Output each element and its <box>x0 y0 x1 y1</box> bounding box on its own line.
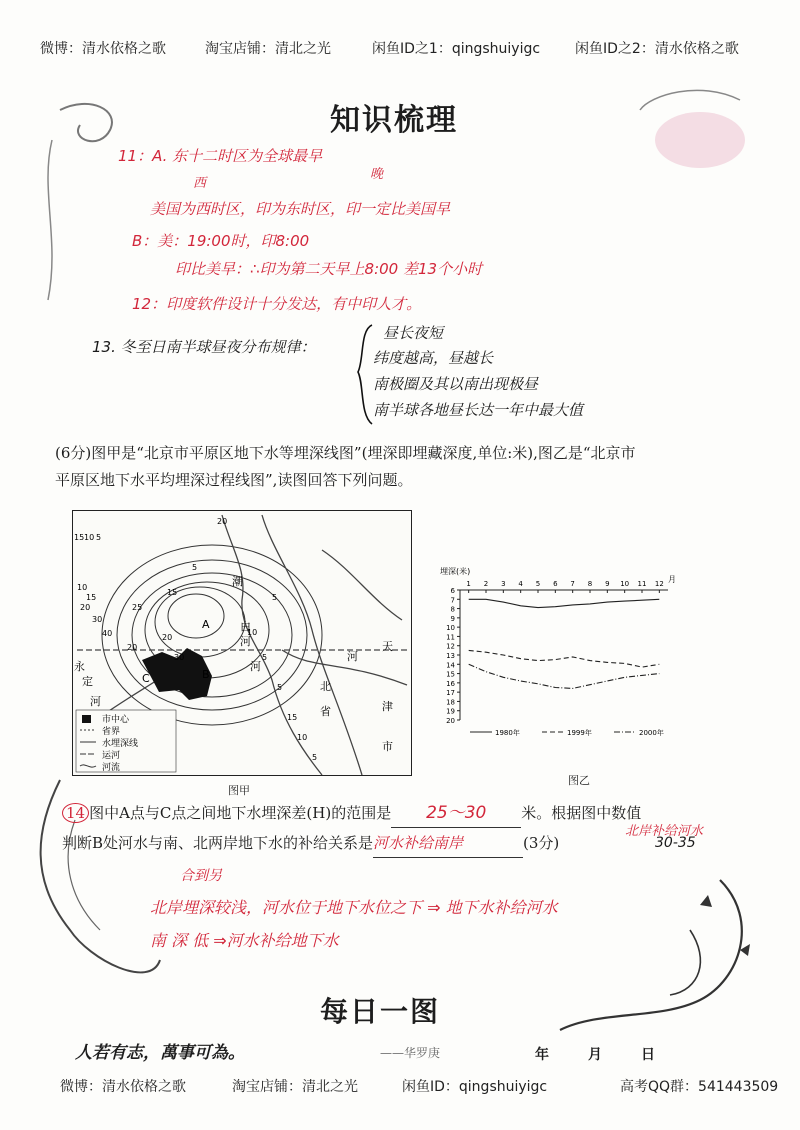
q14-score: (3分) <box>523 834 560 852</box>
chart-xlabel: 月 <box>668 575 676 584</box>
map-label-a: A <box>202 618 210 631</box>
map-label-tian: 天 <box>382 640 393 653</box>
red-note-4: 印比美早：∴印为第二天早上8:00 差13个小时 <box>175 260 483 278</box>
chart-x-tick-label: 12 <box>654 580 664 588</box>
q14-hand-extra: 北岸补给河水 <box>625 824 704 839</box>
black-note-b4: 南半球各地昼长达一年中最大值 <box>373 401 584 419</box>
chart-y-tick-label: 19 <box>446 707 455 716</box>
legend-border: 省界 <box>102 727 121 737</box>
contour-label: 15 <box>74 533 85 542</box>
chart-y-tick-label: 16 <box>446 679 455 688</box>
black-note-b3: 南极圈及其以南出现极昼 <box>373 375 539 393</box>
footer-taobao: 淘宝店铺：清北之光 <box>232 1079 358 1095</box>
red-answer-0: 合到另 <box>180 868 222 884</box>
red-answer-1: 北岸埋深较浅，河水位于地下水位之下 ⇒ 地下水补给河水 <box>150 898 558 917</box>
contour-label: 5 <box>272 593 278 602</box>
chart-y-tick-label: 17 <box>446 689 455 698</box>
chart-legend-label: 2000年 <box>639 729 664 737</box>
contour-label: 20 <box>162 633 173 642</box>
map-label-yong: 永 <box>74 660 85 673</box>
chart-x-tick-label: 4 <box>518 580 523 588</box>
chart-y-tick-label: 18 <box>446 698 455 707</box>
q14-unit-1: 米。根据图中数值 <box>521 804 642 822</box>
legend-contour: 水埋深线 <box>102 739 139 749</box>
footer-motto: 人若有志，萬事可為。 <box>75 1043 245 1063</box>
legend-river: 河流 <box>102 763 121 773</box>
footer-motto-2: ——华罗庚 <box>380 1046 441 1060</box>
chart-x-tick-label: 8 <box>587 580 593 588</box>
map-label-jin: 津 <box>382 700 393 713</box>
map-label-bei: 北 <box>320 680 331 693</box>
map-label-b: B <box>202 668 210 681</box>
chart-y-tick-label: 20 <box>446 717 455 725</box>
contour-label: 30 <box>92 615 103 624</box>
map-legend <box>76 710 176 773</box>
chart-y-tick-label: 11 <box>446 633 455 642</box>
map-label-bai: 白 <box>240 620 251 633</box>
chart-x-tick-label: 9 <box>605 580 610 588</box>
chart-caption: 图乙 <box>568 774 590 787</box>
map-label-ding: 定 <box>82 675 93 688</box>
contour-label: 10 <box>247 628 258 637</box>
chart-ylabel: 埋深(米) <box>440 567 471 576</box>
question-line-2: 平原区地下水平均埋深过程线图”,读图回答下列问题。 <box>55 471 413 489</box>
contour-label: 10 <box>77 583 88 592</box>
chart-y-tick-label: 9 <box>450 614 455 623</box>
chart-x-tick-label: 7 <box>570 580 575 588</box>
chart-series-line <box>469 599 660 607</box>
contour-label: 15 <box>86 593 97 602</box>
red-note-1c: 西 <box>193 176 207 191</box>
contour-label: 15 <box>287 713 298 722</box>
groundwater-chart <box>430 562 700 742</box>
chart-series-line <box>469 664 660 688</box>
map-label-he3: 河 <box>250 660 261 673</box>
chart-x-tick-label: 3 <box>501 580 506 588</box>
q14-number: 14 <box>62 803 89 823</box>
red-note-5: 12：印度软件设计十分发达，有中印人才。 <box>132 295 422 313</box>
question-line-1: (6分)图甲是“北京市平原区地下水等埋深线图”(埋深即埋藏深度,单位:米),图乙是“北京市 <box>55 444 636 462</box>
red-note-3: B：美：19:00时，印8:00 <box>132 232 310 250</box>
chart-x-tick-label: 6 <box>553 580 558 588</box>
q14-hand-extra-2: 30-35 <box>655 835 696 851</box>
red-answer-2: 南 深 低 ⇒河水补给地下水 <box>150 931 339 950</box>
contour-label: 5 <box>262 653 268 662</box>
contour-label: 40 <box>102 629 113 638</box>
footer-qq: 高考QQ群：541443509 <box>620 1079 779 1095</box>
map-label-he4: 河 <box>90 695 101 708</box>
contour-label: 10 <box>297 733 308 742</box>
footer-title: 每日一图 <box>320 995 441 1028</box>
contour-label: 5 <box>192 563 198 572</box>
page-title: 知识梳理 <box>330 103 458 138</box>
q14-answer-2: 河水补给南岸 <box>373 834 464 852</box>
chart-y-tick-label: 10 <box>446 624 455 633</box>
red-note-2: 美国为西时区，印为东时区，印一定比美国早 <box>150 200 451 218</box>
chart-x-tick-label: 2 <box>483 580 489 588</box>
contour-label: 5 <box>277 683 283 692</box>
black-note-b1: 昼长夜短 <box>383 324 444 342</box>
contour-label: 10 <box>84 533 95 542</box>
chart-y-tick-label: 7 <box>450 596 455 605</box>
contour-label: 15 <box>167 588 178 597</box>
black-note-q13: 13. 冬至日南半球昼夜分布规律： <box>92 338 316 356</box>
q14-text-1: 图中A点与C点之间地下水埋深差(H)的范围是 <box>89 804 392 822</box>
contour-label: 20 <box>80 603 91 612</box>
legend-canal: 运河 <box>102 751 121 761</box>
map-label-sheng: 省 <box>320 705 331 718</box>
chart-x-tick-label: 10 <box>620 580 630 588</box>
chart-y-tick-label: 15 <box>446 670 455 679</box>
chart-y-tick-label: 14 <box>446 661 455 670</box>
footer-xianyu: 闲鱼ID：qingshuiyigc <box>402 1079 548 1095</box>
map-label-chao: 潮 <box>232 575 243 588</box>
black-note-b2: 纬度越高，昼越长 <box>373 349 494 367</box>
chart-x-tick-label: 5 <box>535 580 541 588</box>
contour-label: 5 <box>312 753 318 762</box>
map-label-shi: 市 <box>382 740 393 753</box>
header-xianyu-2: 闲鱼ID之2：清水依格之歌 <box>575 41 739 57</box>
chart-y-tick-label: 13 <box>446 652 455 660</box>
red-note-1: 11：A. 东十二时区为全球最早 <box>118 147 323 165</box>
chart-y-tick-label: 6 <box>450 587 455 595</box>
contour-label: 25 <box>132 603 143 612</box>
q14-text-2: 判断B处河水与南、北两岸地下水的补给关系是 <box>62 834 374 852</box>
red-note-1b: 晚 <box>370 167 384 182</box>
chart-y-tick-label: 12 <box>446 642 455 651</box>
chart-series-line <box>469 650 660 667</box>
header-xianyu-1: 闲鱼ID之1：qingshuiyigc <box>372 41 541 57</box>
footer-weibo: 微博：清水依格之歌 <box>60 1079 186 1095</box>
chart-x-tick-label: 1 <box>466 580 471 588</box>
map-caption: 图甲 <box>228 784 250 797</box>
chart-y-tick-label: 8 <box>450 605 455 614</box>
map-beijing <box>72 510 412 778</box>
header-weibo: 微博：清水依格之歌 <box>40 41 166 57</box>
legend-city: 市中心 <box>102 715 130 725</box>
map-label-he1: 河 <box>347 650 358 663</box>
contour-label: 5 <box>96 533 102 542</box>
chart-legend-label: 1980年 <box>495 729 520 737</box>
map-label-c: C <box>142 672 150 685</box>
contour-label: 20 <box>217 517 228 526</box>
q14-answer-1: 25～30 <box>426 803 487 823</box>
question-stem <box>55 440 775 494</box>
chart-legend-label: 1999年 <box>567 729 592 737</box>
header-taobao: 淘宝店铺：清北之光 <box>205 41 331 57</box>
footer-date: 年 月 日 <box>535 1047 655 1063</box>
contour-label: 30 <box>174 653 185 662</box>
contour-label: 20 <box>127 643 138 652</box>
chart-x-tick-label: 11 <box>637 580 647 588</box>
map-label-he2: 河 <box>240 635 251 648</box>
